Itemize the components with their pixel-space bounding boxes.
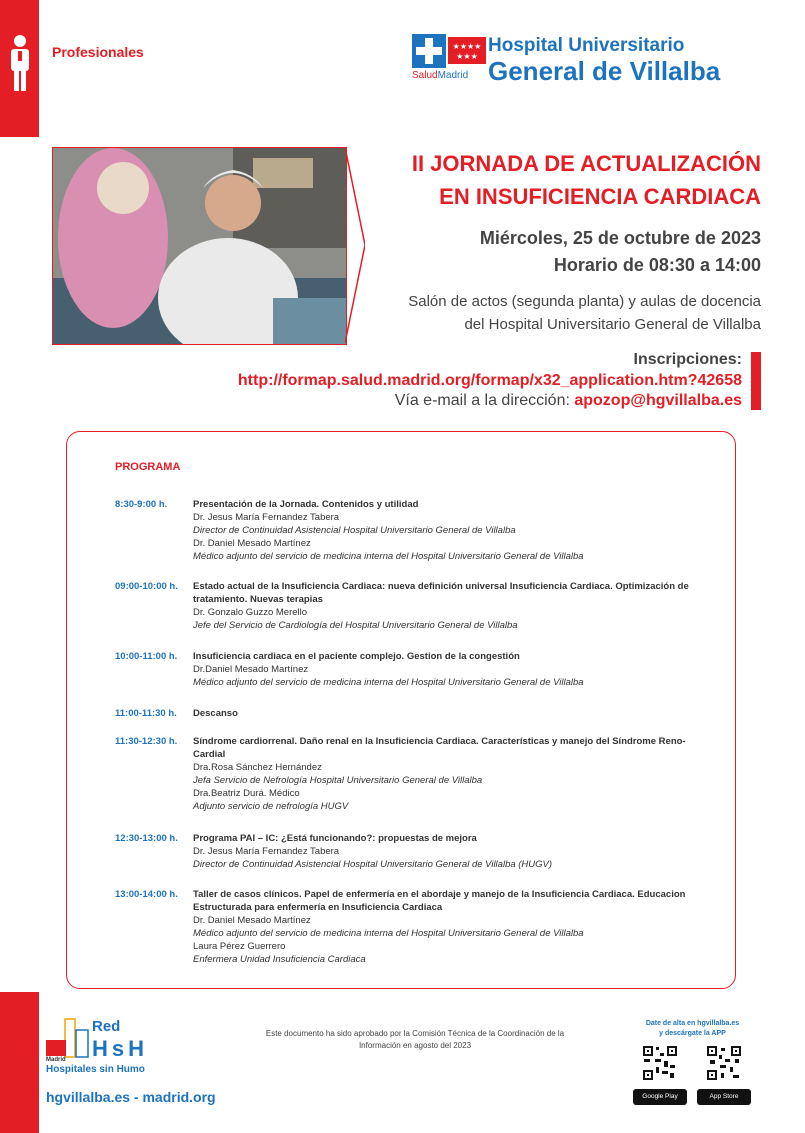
program-item: 13:00-14:00 h. Taller de casos clínicos. Papel de enfermería en el abordaje y manejo de la Insuficiencia Cardiaca. Educacion Estructurada para enfermería en Insuficiencia Cardiaca Dr. Daniel Mesado Martínez Médico adjunto del servicio de medicina interna del Hospital Universitario General de Villalba Laura Pérez Guerrero Enfermera Unidad Insuficiencia Cardiaca <box>115 889 686 965</box>
health-cross-icon <box>412 34 446 68</box>
red-sidebar-bottom <box>0 992 39 1133</box>
section-label: Profesionales <box>52 44 144 60</box>
qr-code-icon[interactable] <box>642 1045 678 1081</box>
event-title: II JORNADA DE ACTUALIZACIÓN EN INSUFICIENCIA CARDIACA <box>411 151 761 209</box>
red-accent-bar <box>751 352 761 410</box>
svg-text:★★★★: ★★★★ <box>452 42 482 51</box>
program-item: 09:00-10:00 h. Estado actual de la Insuficiencia Cardiaca: nueva definición universal Insuficiencia Cardiaca. Optimización de tratamiento. Nuevas terapias Dr. Gonzalo Guzzo Merello Jefe del Servicio de Cardiología del Hospital Universitario General de Villalba <box>115 581 689 631</box>
event-place: Salón de actos (segunda planta) y aulas de docencia del Hospital Universitario General de Villalba <box>408 293 761 333</box>
svg-text:★★★: ★★★ <box>456 52 478 61</box>
qr-code-icon[interactable] <box>706 1045 742 1081</box>
madrid-flag-icon <box>448 37 486 64</box>
email-link[interactable]: apozop@hgvillalba.es <box>574 392 742 409</box>
building-icon <box>64 1018 90 1058</box>
registration-link[interactable]: http://formap.salud.madrid.org/formap/x32_application.htm?42658 <box>237 372 742 389</box>
app-store-button[interactable]: App Store <box>697 1089 751 1105</box>
program-item: 8:30-9:00 h. Presentación de la Jornada. Contenidos y utilidad Dr. Jesus María Fernandez Tabera Director de Continuidad Asistencial Hospital Universitario General de Villalba Dr. Daniel Mesado Martínez Médico adjunto del servicio de medicina interna del Hospital Universitario General de Villalba <box>115 499 584 562</box>
hospital-name-line1: Hospital Universitario <box>488 35 685 56</box>
website-link[interactable]: hgvillalba.es - madrid.org <box>46 1089 216 1105</box>
registration-heading: Inscripciones: <box>633 351 742 368</box>
registration-email: Vía e-mail a la dirección: apozop@hgvillalba.es <box>394 392 742 409</box>
red-hospitales-sin-humo-logo: Madrid Red HsH Hospitales sin Humo <box>46 1018 149 1075</box>
program-item: 11:30-12:30 h. Síndrome cardiorrenal. Daño renal en la Insuficiencia Cardiaca. Características y manejo del Síndrome Reno- Cardial Dra.Rosa Sánchez Hernández Jefa Servicio de Nefrología Hospital Universitario General de Villalba Dra.Beatriz Durá. Médico Adjunto servicio de nefrología HUGV <box>115 736 686 812</box>
madrid-flag-small-icon <box>46 1040 66 1056</box>
professional-icon <box>8 34 32 92</box>
approval-note: Este documento ha sido aprobado por la Comisión Técnica de la Coordinación de la Información en agosto del 2023 <box>265 1029 565 1050</box>
patient-photo <box>52 147 347 345</box>
program-box <box>66 431 736 989</box>
hospital-logo <box>412 34 772 84</box>
program-item: 11:00-11:30 h. Descanso <box>115 708 238 719</box>
event-date: Miércoles, 25 de octubre de 2023 Horario de 08:30 a 14:00 <box>479 228 761 275</box>
google-play-button[interactable]: Google Play <box>633 1089 687 1105</box>
program-item: 12:30-13:00 h. Programa PAI – IC: ¿Está funcionando?: propuestas de mejora Dr. Jesus María Fernandez Tabera Director de Continuidad Asistencial Hospital Universitario General de Villalba (HUGV) <box>115 833 553 870</box>
hospital-name-line2: General de Villalba <box>488 56 721 86</box>
salud-madrid-label: SaludMadrid <box>412 70 469 81</box>
program-heading: PROGRAMA <box>115 461 181 473</box>
app-download-note: Date de alta en hgvillalba.es y descárgate la APP <box>645 1020 740 1037</box>
program-item: 10:00-11:00 h. Insuficiencia cardiaca en el paciente complejo. Gestion de la congestión Dr.Daniel Mesado Martínez Médico adjunto del servicio de medicina interna del Hospital Universitario General de Villalba <box>115 651 584 688</box>
